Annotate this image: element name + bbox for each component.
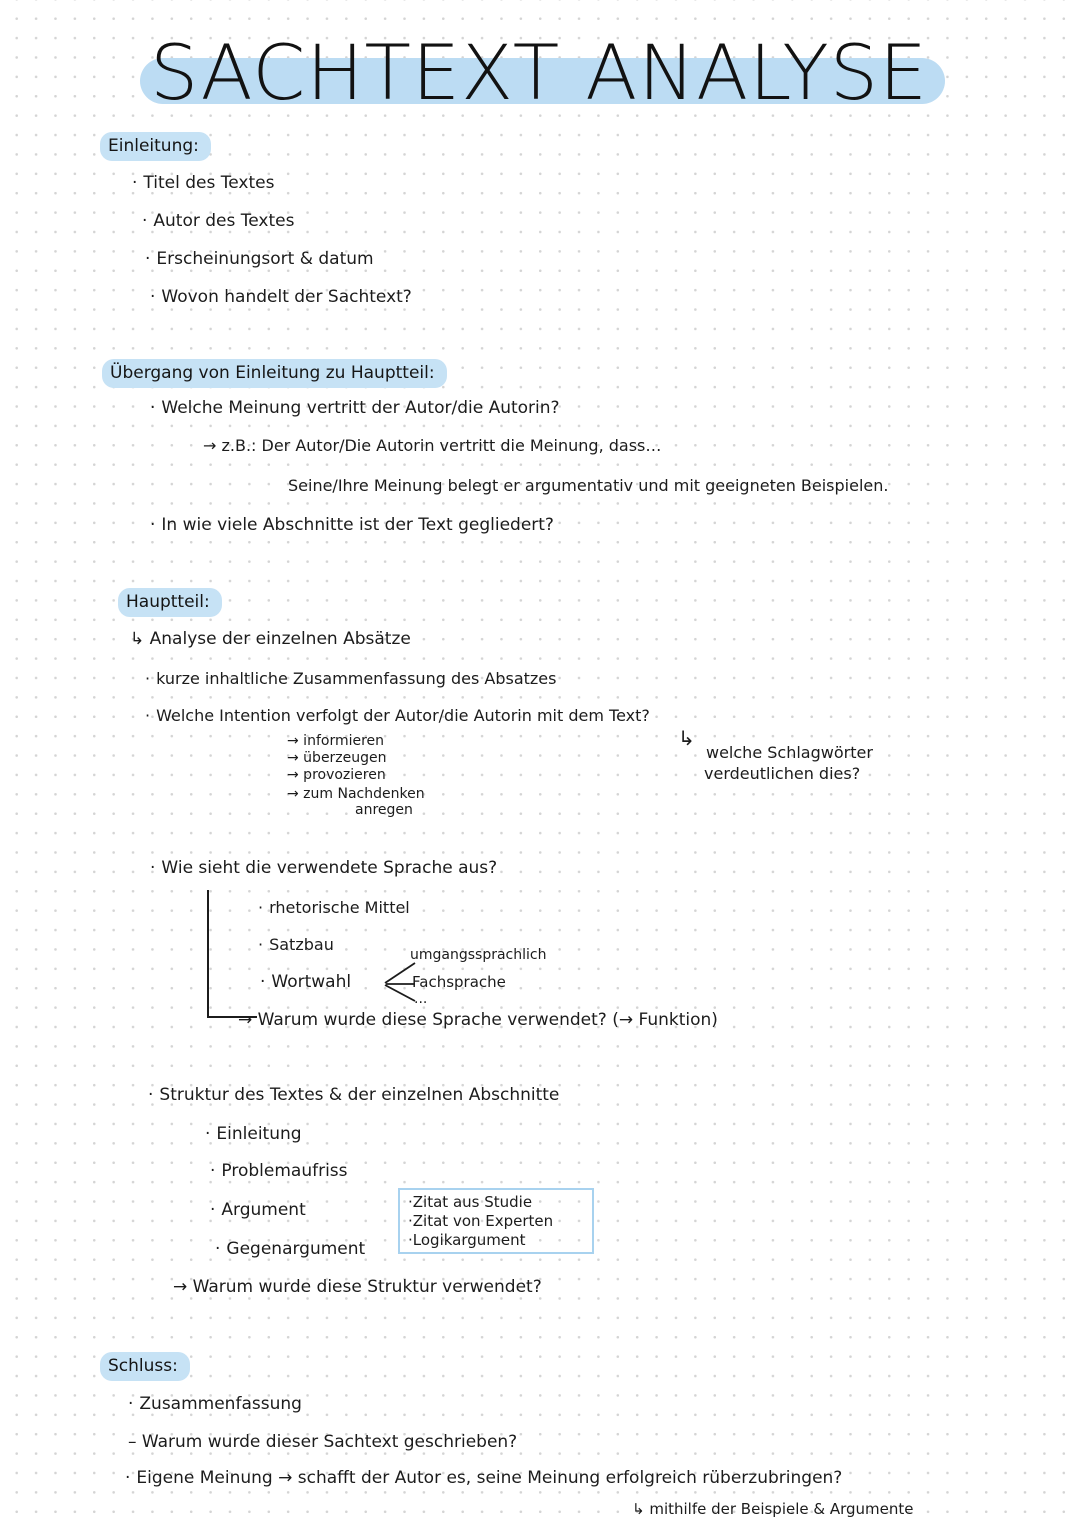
- hauptteil-analyse: ↳ Analyse der einzelnen Absätze: [130, 629, 411, 649]
- sprache-satzbau: · Satzbau: [258, 935, 334, 954]
- einleitung-item-2: · Autor des Textes: [142, 211, 295, 231]
- keywords-q-line2: verdeutlichen dies?: [704, 764, 861, 783]
- argument-types-box: [398, 1188, 594, 1254]
- heading-einleitung: Einleitung:: [100, 132, 211, 161]
- schluss-item-2: – Warum wurde dieser Sachtext geschrieben?: [128, 1432, 518, 1452]
- wortwahl-branch-2: Fachsprache: [412, 973, 506, 991]
- struktur-item-4: · Gegenargument: [215, 1239, 366, 1259]
- intention-item-2: → überzeugen: [287, 750, 387, 766]
- uebergang-q2: · In wie viele Abschnitte ist der Text gegliedert?: [150, 515, 554, 535]
- page-title: SACHTEXT ANALYSE: [150, 28, 929, 117]
- sprache-q: · Wie sieht die verwendete Sprache aus?: [150, 858, 498, 878]
- struktur-item-3: · Argument: [210, 1200, 306, 1220]
- sprache-rhetorik: · rhetorische Mittel: [258, 898, 410, 917]
- intention-item-4-cont: anregen: [355, 802, 413, 818]
- schluss-item-4: ↳ mithilfe der Beispiele & Argumente: [632, 1500, 914, 1518]
- wortwahl-branch-1: umgangssprachlich: [410, 947, 547, 963]
- heading-schluss: Schluss:: [100, 1352, 190, 1381]
- einleitung-item-4: · Wovon handelt der Sachtext?: [150, 287, 412, 307]
- argument-type-3: ·Logikargument: [408, 1231, 526, 1249]
- uebergang-example: → z.B.: Der Autor/Die Autorin vertritt die Meinung, dass…: [203, 436, 662, 455]
- struktur-item-1: · Einleitung: [205, 1124, 302, 1144]
- struktur-why: → Warum wurde diese Struktur verwendet?: [173, 1277, 542, 1297]
- hauptteil-summary: · kurze inhaltliche Zusammenfassung des Absatzes: [145, 669, 557, 688]
- keywords-q-line1: welche Schlagwörter: [706, 743, 873, 762]
- sprache-why: → Warum wurde diese Sprache verwendet? (→ Funktion): [238, 1010, 718, 1030]
- intention-item-4: → zum Nachdenken: [287, 786, 425, 802]
- argument-type-1: ·Zitat aus Studie: [408, 1193, 533, 1211]
- einleitung-item-1: · Titel des Textes: [132, 173, 275, 193]
- uebergang-q1: · Welche Meinung vertritt der Autor/die Autorin?: [150, 398, 560, 418]
- heading-hauptteil: Hauptteil:: [118, 588, 222, 617]
- struktur-item-2: · Problemaufriss: [210, 1161, 348, 1181]
- keywords-arrow-icon: ↳: [678, 726, 695, 750]
- einleitung-item-3: · Erscheinungsort & datum: [145, 249, 374, 269]
- argument-type-2: ·Zitat von Experten: [408, 1212, 554, 1230]
- struktur-q: · Struktur des Textes & der einzelnen Abschnitte: [148, 1085, 560, 1105]
- wortwahl-branch-3: ...: [414, 991, 428, 1007]
- sprache-wortwahl: · Wortwahl: [260, 972, 352, 992]
- uebergang-example-2: Seine/Ihre Meinung belegt er argumentativ und mit geeigneten Beispielen.: [288, 476, 889, 495]
- heading-uebergang: Übergang von Einleitung zu Hauptteil:: [102, 359, 447, 388]
- sprache-bracket: [207, 890, 209, 1018]
- intention-item-1: → informieren: [287, 733, 385, 749]
- schluss-item-1: · Zusammenfassung: [128, 1394, 302, 1414]
- intention-item-3: → provozieren: [287, 767, 386, 783]
- hauptteil-intention-q: · Welche Intention verfolgt der Autor/die Autorin mit dem Text?: [145, 706, 650, 725]
- schluss-item-3: · Eigene Meinung → schafft der Autor es, seine Meinung erfolgreich rüberzubringen?: [125, 1468, 843, 1488]
